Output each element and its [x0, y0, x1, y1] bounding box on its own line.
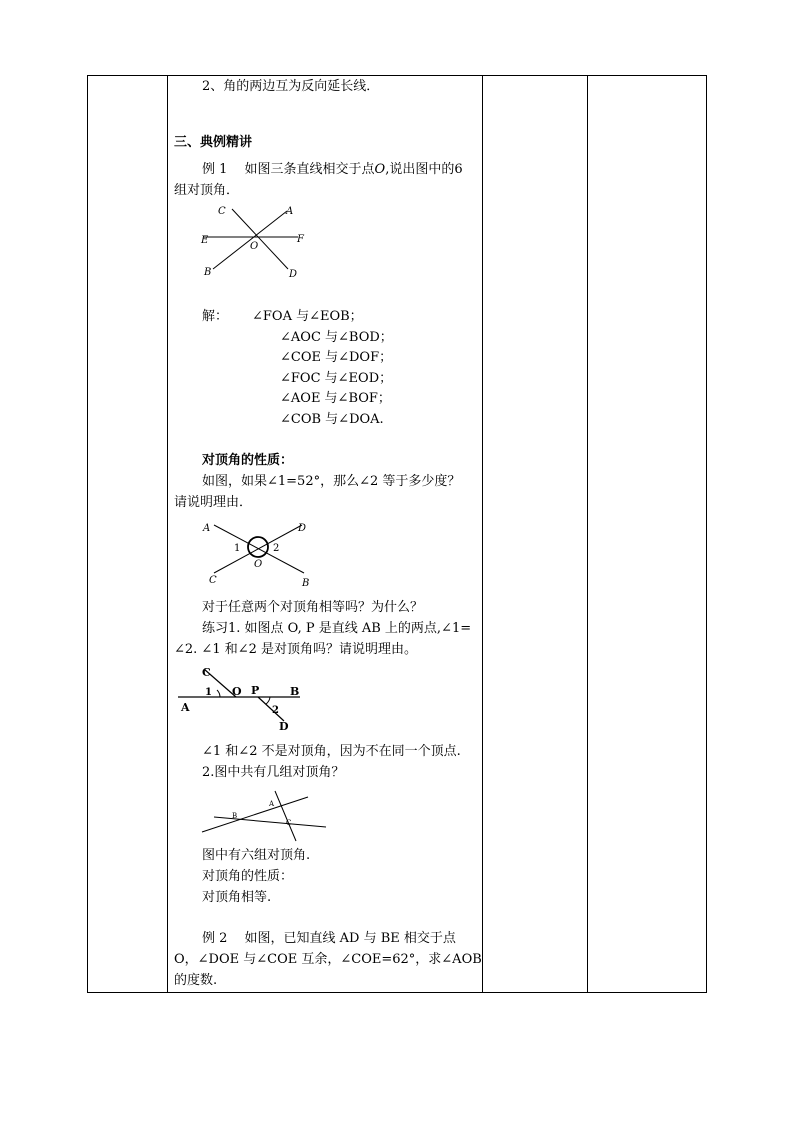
solution-pair-1: ∠FOA 与∠EOB； [252, 309, 363, 324]
fig1-label-o: O [250, 241, 259, 252]
exercise-1-figure [176, 663, 306, 733]
three-lines-figure [200, 201, 310, 281]
solution-pair-3: ∠COE 与∠DOF； [280, 350, 393, 365]
example-1-question-cont: 组对顶角． [174, 183, 240, 198]
example-2-question-end: 的度数. [174, 973, 218, 988]
fig1-label-f: F [297, 234, 304, 245]
example-1-question: 例 1 如图三条直线相交于点O,说出图中的6 [202, 162, 463, 177]
fig3-label-b: B [290, 685, 300, 698]
fig4-label-a: A [269, 800, 275, 808]
fig2-label-d: D [298, 523, 307, 534]
solution-pair-4: ∠FOC 与∠EOD； [280, 371, 393, 386]
vertical-angles-figure [200, 517, 320, 589]
fig1-label-a: A [286, 206, 294, 217]
fig1-label-b: B [204, 267, 212, 278]
fig4-label-c: C [286, 819, 292, 827]
solution-pair-6: ∠COB 与∠DOA. [280, 412, 384, 427]
fig4-label-b: B [232, 812, 238, 820]
solution-pair-5: ∠AOE 与∠BOF； [280, 391, 391, 406]
table-col-border-3 [482, 75, 483, 993]
property-question-cont: 请说明理由． [174, 495, 253, 510]
property-heading: 对顶角的性质： [202, 453, 294, 468]
exercise-2-figure [200, 785, 330, 845]
point-2-text: 2、角的两边互为反向延长线． [202, 79, 380, 94]
section-heading: 三、典例精讲 [174, 135, 253, 150]
exercise-2-answer: 图中有六组对顶角. [202, 848, 311, 863]
fig3-label-p: P [251, 684, 260, 697]
fig2-label-2: 2 [273, 543, 280, 554]
lesson-content-cell [172, 75, 480, 993]
fig2-label-a: A [203, 523, 211, 534]
table-col-border-1 [87, 75, 88, 993]
table-col-border-4 [587, 75, 588, 993]
exercise-1-question: 练习1. 如图点 O, P 是直线 AB 上的两点,∠1= [202, 621, 472, 636]
fig3-label-a: A [181, 701, 190, 714]
table-col-border-5 [706, 75, 707, 993]
example-2-question-cont: O，∠DOE 与∠COE 互余，∠COE=62°，求∠AOB [174, 952, 482, 967]
solution-pair-2: ∠AOC 与∠BOD； [280, 330, 393, 345]
exercise-1-question-cont: ∠2. ∠1 和∠2 是对顶角吗？请说明理由。 [174, 642, 418, 657]
fig2-label-b: B [302, 578, 310, 589]
property-question: 如图，如果∠1=52°，那么∠2 等于多少度？ [202, 474, 461, 489]
exercise-2-question: 2.图中共有几组对顶角？ [202, 765, 345, 780]
any-vertical-angles-question: 对于任意两个对顶角相等吗？为什么？ [202, 600, 424, 615]
fig2-label-1: 1 [234, 543, 241, 554]
fig2-label-c: C [209, 575, 217, 586]
fig3-label-1: 1 [205, 687, 212, 698]
table-col-border-2 [167, 75, 168, 993]
fig3-label-o: O [232, 685, 242, 698]
example-2-question: 例 2 如图，已知直线 AD 与 BE 相交于点 [202, 931, 456, 946]
fig1-label-c: C [218, 206, 226, 217]
fig1-label-e: E [201, 235, 209, 246]
solution-label: 解： [202, 309, 229, 324]
exercise-1-answer: ∠1 和∠2 不是对顶角，因为不在同一个顶点. [202, 744, 461, 759]
fig1-label-d: D [289, 269, 298, 280]
fig3-label-c: C [202, 666, 211, 679]
fig2-label-o: O [254, 559, 263, 570]
fig3-label-d: D [279, 720, 289, 733]
property-statement: 对顶角相等. [202, 890, 272, 905]
fig3-label-2: 2 [272, 705, 279, 716]
property-heading-2: 对顶角的性质： [202, 869, 294, 884]
